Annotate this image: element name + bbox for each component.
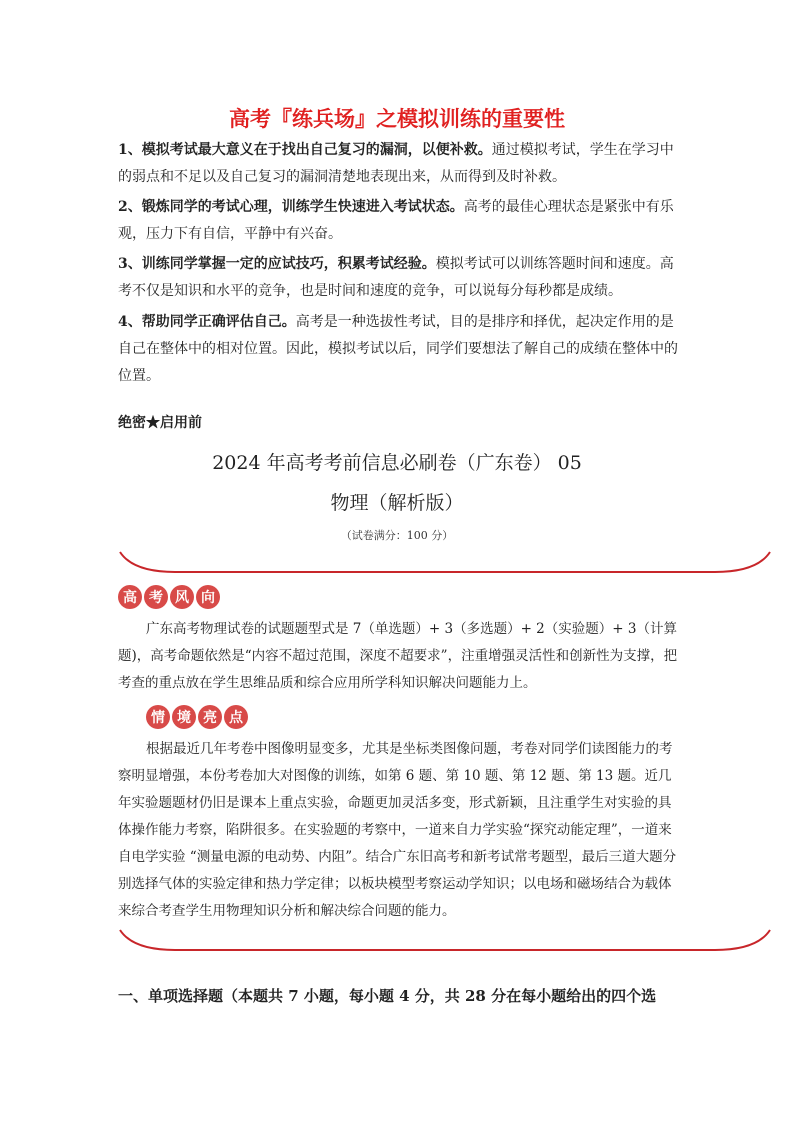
badge-char: 情 (146, 705, 170, 729)
badge-char: 境 (172, 705, 196, 729)
badge-char: 考 (144, 585, 168, 609)
exam-score: （试卷满分：100 分） (340, 529, 454, 542)
exam-subject: 物理（解析版） (330, 492, 464, 514)
badge-char: 亮 (198, 705, 222, 729)
point-2 (118, 194, 684, 248)
section-heading: 一、单项选择题（本题共 7 小题，每小题 4 分，共 28 分在每小题给出的四个选 (118, 987, 657, 1005)
point-4 (118, 309, 684, 390)
point-3 (118, 251, 684, 305)
point-3-text: 模拟考试可以训练答题时间和速度。高考不仅是知识和水平的竞争，也是时间和速度的竞争，可以说每分每秒都是成绩。 (118, 256, 674, 299)
secret-label: 绝密★启用前 (118, 415, 202, 431)
badge-gaokao-fengxiang (118, 585, 220, 609)
section-2-text: 根据最近几年考卷中图像明显变多，尤其是坐标类图像问题，考卷对同学们读图能力的考察明显增强，本份考卷加大对图像的训练，如第 6 题、第 10 题、第 12 题、第 13 题。近几年实验题题材仍旧是课本上重点实验，命题更加灵活多变，形式新颖，且注重学生对实验的具体操作能力考察，陷阱很多。在实验题的考察中，一道来自力学实验“探究动能定理”，一道来自电学实验 “测量电源的电动势、内阻”。结合广东旧高考和新考试常考题型，最后三道大题分别选择气体的实验定律和热力学定律；以板块模型考察运动学知识；以电场和磁场结合为载体来综合考查学生用物理知识分析和解决综合问题的能力。 (118, 741, 677, 919)
page-title: 高考『练兵场』之模拟训练的重要性 (229, 107, 565, 131)
point-4-bold: 4、帮助同学正确评估自己。 (118, 314, 296, 330)
badge-char: 点 (224, 705, 248, 729)
section-1-text: 广东高考物理试卷的试题题型式是 7（单选题）+ 3（多选题）+ 2（实验题）+ 3（计算题)，高考命题依然是“内容不超过范围，深度不超要求”，注重增强灵活性和创新性为支撑，把考查的重点放在学生思维品质和综合应用所学科知识解决问题能力上。 (118, 621, 678, 691)
point-3-bold: 3、训练同学掌握一定的应试技巧，积累考试经验。 (118, 256, 436, 272)
badge-char: 风 (170, 585, 194, 609)
point-2-text: 高考的最佳心理状态是紧张中有乐观，压力下有自信，平静中有兴奋。 (118, 199, 674, 242)
top-divider-curve (115, 550, 775, 574)
point-4-text: 高考是一种选拔性考试，目的是排序和择优，起决定作用的是自己在整体中的相对位置。因此，模拟考试以后，同学们要想法了解自己的成绩在整体中的位置。 (118, 314, 678, 384)
point-1-bold: 1、模拟考试最大意义在于找出自己复习的漏洞，以便补救。 (118, 142, 492, 158)
badge-qingjing-liangdian (146, 705, 248, 729)
badge-char: 高 (118, 585, 142, 609)
point-1-text: 通过模拟考试，学生在学习中的弱点和不足以及自己复习的漏洞清楚地表现出来，从而得到及时补救。 (118, 142, 674, 185)
exam-title: 2024 年高考考前信息必刷卷（广东卷） 05 (212, 452, 582, 474)
badge-char: 向 (196, 585, 220, 609)
point-1 (118, 137, 684, 191)
point-2-bold: 2、锻炼同学的考试心理，训练学生快速进入考试状态。 (118, 199, 464, 215)
bottom-divider-curve (115, 928, 775, 952)
